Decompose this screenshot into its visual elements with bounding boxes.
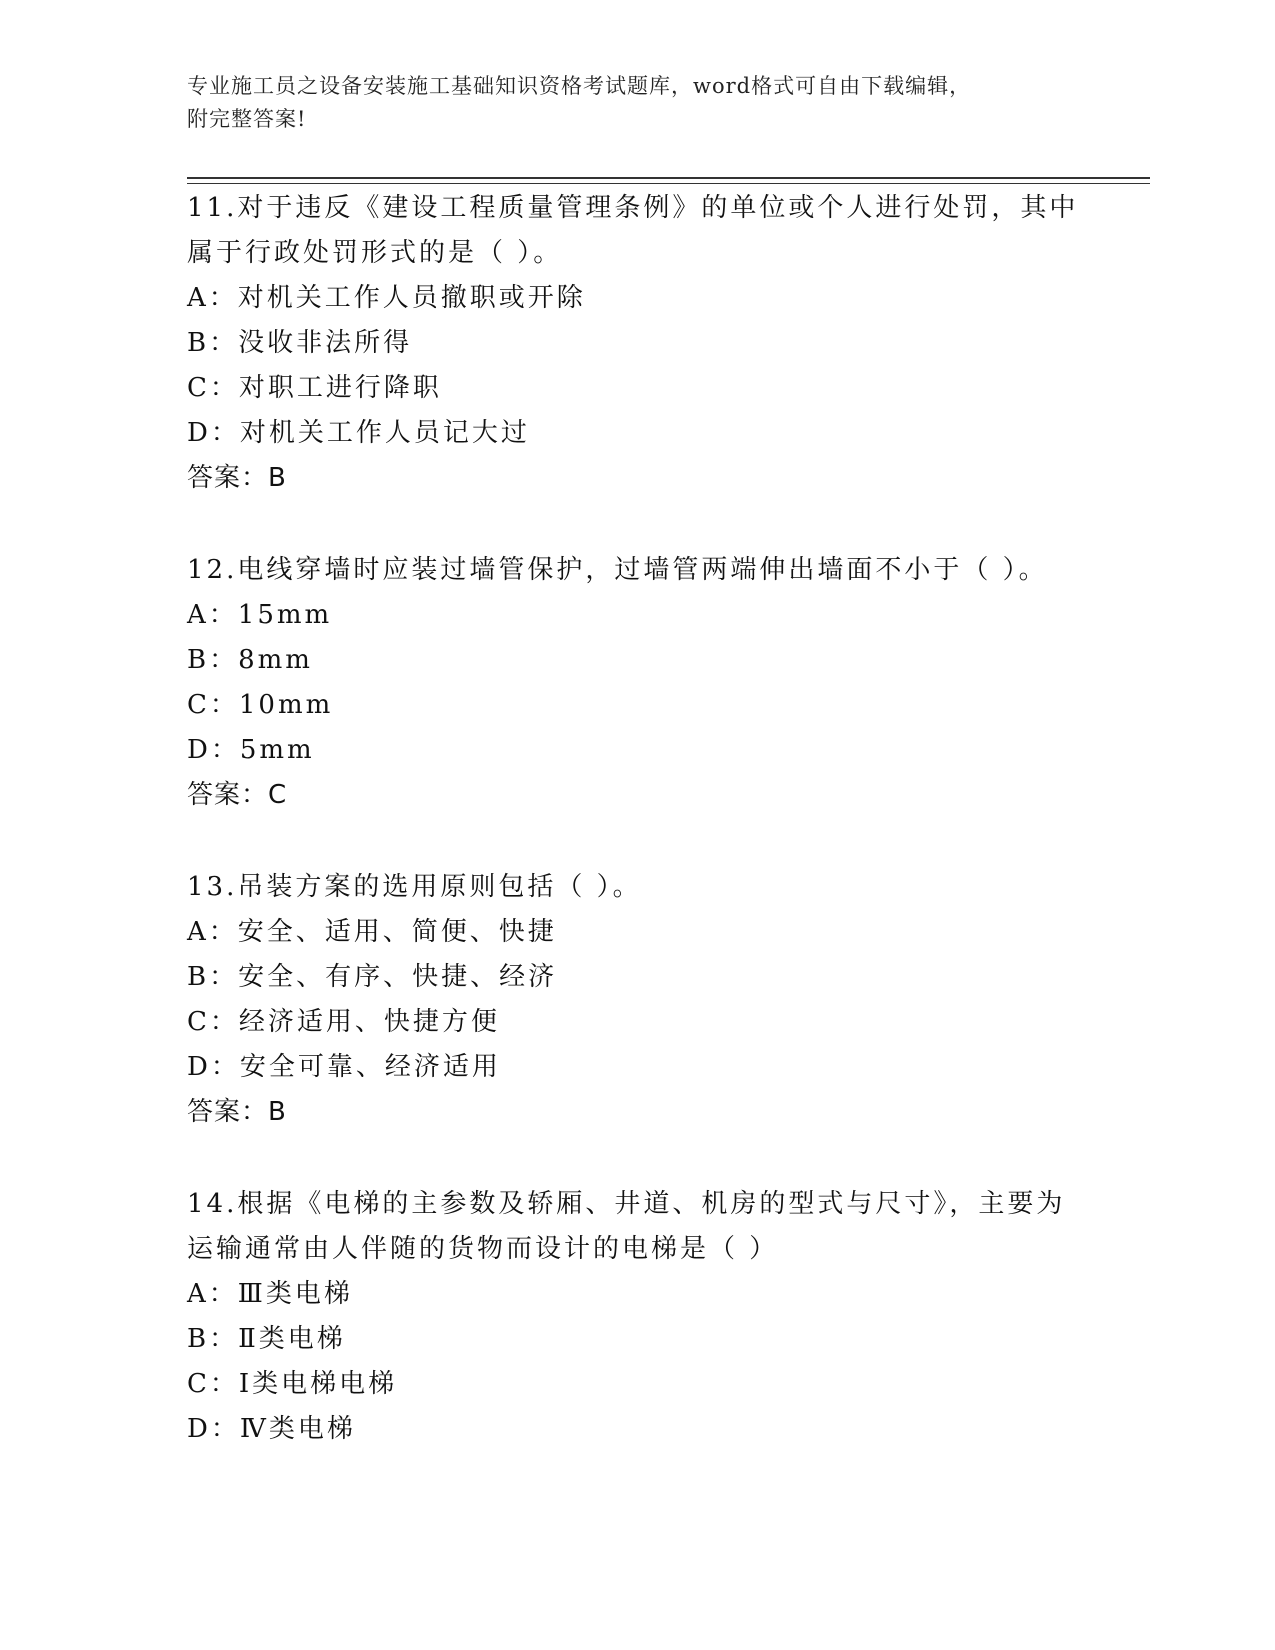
question-stem: 11.对于违反《建设工程质量管理条例》的单位或个人进行处罚，其中属于行政处罚形式的是（ ）。 xyxy=(187,193,1079,268)
option-b: B：没收非法所得 xyxy=(187,328,413,358)
document-header xyxy=(187,70,1067,136)
option-a: A：安全、适用、简便、快捷 xyxy=(187,917,557,947)
question-13 xyxy=(187,865,1087,1135)
header-line-2: 附完整答案! xyxy=(187,107,307,131)
option-a: A：15mm xyxy=(187,600,333,630)
question-14 xyxy=(187,1182,1087,1452)
option-d: D：Ⅳ类电梯 xyxy=(187,1414,356,1444)
option-c: C：Ⅰ类电梯电梯 xyxy=(187,1369,398,1399)
option-d: D：安全可靠、经济适用 xyxy=(187,1052,501,1082)
option-c: C：对职工进行降职 xyxy=(187,373,442,403)
question-stem: 12.电线穿墙时应装过墙管保护，过墙管两端伸出墙面不小于（ ）。 xyxy=(187,555,1048,585)
question-11 xyxy=(187,186,1087,501)
option-b: B：安全、有序、快捷、经济 xyxy=(187,962,558,992)
option-b: B：8mm xyxy=(187,645,313,675)
option-d: D：5mm xyxy=(187,735,315,765)
answer: 答案：B xyxy=(187,1097,287,1127)
question-stem: 14.根据《电梯的主参数及轿厢、井道、机房的型式与尺寸》，主要为运输通常由人伴随的货物而设计的电梯是（ ） xyxy=(187,1189,1066,1264)
answer: 答案：C xyxy=(187,780,288,810)
option-a: A：Ⅲ类电梯 xyxy=(187,1279,353,1309)
option-d: D：对机关工作人员记大过 xyxy=(187,418,530,448)
option-a: A：对机关工作人员撤职或开除 xyxy=(187,283,586,313)
header-divider xyxy=(187,177,1150,184)
question-12 xyxy=(187,548,1087,818)
question-stem: 13.吊装方案的选用原则包括（ ）。 xyxy=(187,872,642,902)
header-line-1: 专业施工员之设备安装施工基础知识资格考试题库，word格式可自由下载编辑， xyxy=(187,74,972,98)
option-c: C：经济适用、快捷方便 xyxy=(187,1007,500,1037)
option-b: B：Ⅱ类电梯 xyxy=(187,1324,346,1354)
answer: 答案：B xyxy=(187,463,287,493)
option-c: C：10mm xyxy=(187,690,334,720)
